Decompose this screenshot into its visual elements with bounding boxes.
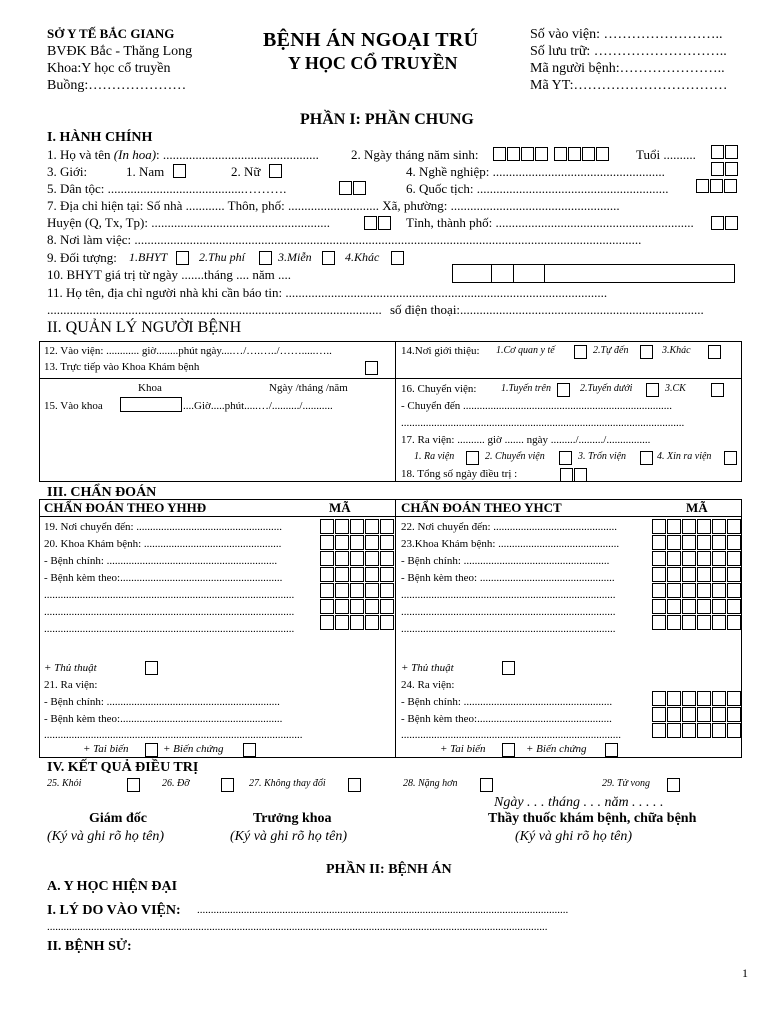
main-disease-field[interactable]: - Bệnh chính: .............................................................. [44,555,278,567]
yhct-discharge-code-grid[interactable] [652,691,742,739]
payer-other-checkbox[interactable] [391,249,404,265]
discharge-diagnosis-line[interactable]: .............................................................................................. [44,729,303,741]
total-days-label: 18. Tổng số ngày điều trị : [401,468,518,480]
ethnicity-field[interactable]: 5. Dân tộc: ..........................................………. [47,181,287,196]
yhct-comorbidity-field[interactable]: - Bệnh kèm theo: ................................................. [401,572,615,584]
health-code[interactable]: Mã YT:…………………………… [530,78,728,93]
referral-self-label: 2.Tự đến [593,345,629,356]
complication-label: + Biến chứng [163,743,224,755]
diagnosis-section-title: III. CHẨN ĐOÁN [47,485,157,500]
payer-bhyt-checkbox[interactable] [176,249,189,265]
diagnosis-line[interactable]: ........................................................................................... [44,623,295,635]
admission-reason-field[interactable]: ....................................................................................................................................... [197,904,569,916]
org-name: SỞ Y TẾ BẮC GIANG [47,26,175,41]
direct-admission-label: 13. Trực tiếp vào Khoa Khám bệnh [44,361,200,373]
yhct-accident-checkbox[interactable] [502,741,515,757]
gender-female-checkbox[interactable] [269,162,282,178]
department[interactable]: Khoa:Y học cổ truyền [47,61,171,76]
transfer-lower-checkbox[interactable] [646,381,659,397]
dept-column-header: Khoa [138,382,162,394]
result-worse-checkbox[interactable] [480,776,493,792]
transfer-lower-label: 2.Tuyến dưới [580,383,633,394]
yhct-diagnosis-line[interactable]: .............................................................................. [401,623,616,635]
discharge-escape-label: 3. Trốn viện [578,451,627,462]
province-field[interactable]: Tỉnh, thành phố: ............................................................. [406,215,694,230]
complication-checkbox[interactable] [243,741,256,757]
full-name-label: 1. Họ và tên [47,147,114,162]
phone-number-field[interactable]: số điện thoại:........................................................................... [390,302,704,317]
document-subtitle: Y HỌC CỔ TRUYỀN [288,53,458,73]
room[interactable]: Buồng:………………… [47,78,187,93]
direct-admission-checkbox[interactable] [365,359,378,375]
result-unchanged-checkbox[interactable] [348,776,361,792]
workplace-field[interactable]: 8. Nơi làm việc: ............................................................................................................................................................ [47,232,642,247]
traditional-code-grid[interactable] [652,519,742,631]
result-unchanged-label: 27. Không thay đổi [249,778,326,789]
discharge-transfer-label: 2. Chuyển viện [485,451,545,462]
director-signature-title: Giám đốc [89,811,147,826]
yhct-exam-dept-field[interactable]: 23.Khoa Khám bệnh: ............................................ [401,538,620,550]
gender-male-checkbox[interactable] [173,162,186,178]
occupation-boxes[interactable] [711,160,739,176]
age-label: Tuổi .......... [636,147,696,162]
head-of-dept-signature-title: Trưởng khoa [253,811,332,826]
transfer-ck-label: 3.CK [665,383,686,394]
management-section-title: II. QUẢN LÝ NGƯỜI BỆNH [47,319,242,336]
birthdate-boxes[interactable] [493,145,610,161]
yhct-accident-label: + Tai biến [440,743,486,755]
gender-label: 3. Giới: [47,164,88,179]
admin-section-title: I. HÀNH CHÍNH [47,130,153,145]
result-improved-label: 26. Đỡ [162,778,190,789]
discharge-comorbidity-field[interactable]: - Bệnh kèm theo:........................................................... [44,713,283,725]
modern-diagnosis-header: CHẨN ĐOÁN THEO YHHĐ [44,500,207,515]
yhct-diagnosis-line[interactable]: .............................................................................. [401,589,616,601]
payer-fee-checkbox[interactable] [259,249,272,265]
modern-code-grid[interactable] [320,519,395,631]
payer-other-label: 4.Khác [345,250,380,264]
district-field[interactable]: Huyện (Q, Tx, Tp): ....................................................... [47,215,330,230]
admission-number[interactable]: Số vào viện: …………………….. [530,27,723,42]
result-cured-label: 25. Khỏi [47,778,82,789]
enter-dept-label: 15. Vào khoa [44,400,103,412]
admission-reason-label: I. LÝ DO VÀO VIỆN: [47,903,181,918]
referral-medical-checkbox[interactable] [574,343,587,359]
part2-title: PHẦN II: BỆNH ÁN [326,862,452,877]
occupation-field[interactable]: 4. Nghề nghiệp: ..................................................... [406,164,665,179]
complication-accident-checkbox[interactable] [145,741,158,757]
director-sign-note: (Ký và ghi rõ họ tên) [47,829,165,844]
enter-dept-input[interactable] [120,397,182,412]
nationality-boxes[interactable] [696,177,738,193]
result-cured-checkbox[interactable] [127,776,140,792]
transfer-to-field[interactable]: - Chuyển đến ............................................................................ [401,400,673,412]
discharge-diagnosis-label: 21. Ra viện: [44,679,98,691]
full-name-hint: (In hoa) [113,147,157,162]
district-boxes[interactable] [364,214,392,230]
payer-exempt-checkbox[interactable] [322,249,335,265]
physician-signature-title: Thầy thuốc khám bệnh, chữa bệnh [488,811,697,826]
referred-to-field[interactable]: 19. Nơi chuyển đến: ..................................................... [44,521,283,533]
traditional-diagnosis-header: CHẨN ĐOÁN THEO YHCT [401,500,562,515]
yhct-discharge-label: 24. Ra viện: [401,679,455,691]
result-death-checkbox[interactable] [667,776,680,792]
hospital-name: BVĐK Bắc - Thăng Long [47,44,193,59]
relative-info-continue[interactable]: ....................................................................................................... [47,302,382,317]
discharge-normal-checkbox[interactable] [466,449,479,465]
complication-accident-label: + Tai biến [83,743,129,755]
insurance-card-number-box[interactable] [452,264,735,283]
admission-reason-continue[interactable]: ...................................................................................................................................................................................... [47,921,548,933]
yhct-main-disease-field[interactable]: - Bệnh chính: ..................................................... [401,555,610,567]
payer-type-label: 9. Đối tượng: [47,250,117,265]
nationality-field[interactable]: 6. Quốc tịch: ........................................................... [406,181,669,196]
insurance-validity-field[interactable]: 10. BHYT giá trị từ ngày .......tháng .... năm .... [47,267,292,282]
discharge-transfer-checkbox[interactable] [559,449,572,465]
yhct-complication-checkbox[interactable] [605,741,618,757]
discharge-normal-label: 1. Ra viện [414,451,455,462]
referral-other-checkbox[interactable] [708,343,721,359]
procedure-checkbox[interactable] [145,659,158,675]
physician-sign-note: (Ký và ghi rõ họ tên) [515,829,633,844]
modern-code-header: MÃ [329,500,351,515]
payer-exempt-label: 3.Miễn [278,250,312,264]
address-field[interactable]: 7. Địa chỉ hiện tại: Số nhà ............ Thôn, phố: ............................ Xã, phường: .................................................... [47,198,620,213]
gender-male-label: 1. Nam [126,164,165,179]
document-title: BỆNH ÁN NGOẠI TRÚ [263,29,479,51]
referral-other-label: 3.Khác [662,345,691,356]
yhct-discharge-comorbidity-field[interactable]: - Bệnh kèm theo:................................................. [401,713,612,725]
admission-time-field[interactable]: 12. Vào viện: ............ giờ........phút ngày....…/….…../…….....….. [44,345,332,357]
yhct-discharge-line[interactable]: ................................................................................ [401,729,621,741]
storage-number[interactable]: Số lưu trữ: ……………………….. [530,44,727,59]
referral-medical-label: 1.Cơ quan y tế [496,345,555,356]
comorbidity-field[interactable]: - Bệnh kèm theo:........................................................... [44,572,283,584]
payer-fee-label: 2.Thu phí [199,250,246,264]
payer-bhyt-label: 1.BHYT [129,250,168,264]
relative-info-field[interactable]: 11. Họ tên, địa chỉ người nhà khi cần báo tin: ................................................................................................... [47,285,608,300]
transfer-upper-checkbox[interactable] [557,381,570,397]
yhct-procedure-checkbox[interactable] [502,659,515,675]
page-number: 1 [742,966,748,980]
date-column-header: Ngày /tháng /năm [269,382,348,394]
yhct-referred-to-field[interactable]: 22. Nơi chuyển đến: ............................................. [401,521,618,533]
result-section-title: IV. KẾT QUẢ ĐIỀU TRỊ [47,760,199,775]
result-worse-label: 28. Nặng hơn [403,778,458,789]
modern-medicine-title: A. Y HỌC HIỆN ĐẠI [47,879,178,894]
part1-title: PHẦN I: PHẦN CHUNG [300,111,474,128]
yhct-diagnosis-line[interactable]: .............................................................................. [401,606,616,618]
transfer-to-continue[interactable]: ....................................................................................................... [401,417,685,429]
traditional-code-header: MÃ [686,500,708,515]
age-boxes[interactable] [711,143,739,159]
diagnosis-line[interactable]: ........................................................................................... [44,606,295,618]
discharge-request-label: 4. Xin ra viện [657,451,712,462]
procedure-label: + Thủ thuật [44,662,97,674]
discharge-escape-checkbox[interactable] [640,449,653,465]
result-death-label: 29. Tử vong [602,778,650,789]
ethnicity-boxes[interactable] [339,179,367,195]
yhct-procedure-label: + Thủ thuật [401,662,454,674]
patient-code[interactable]: Mã người bệnh:………………….. [530,61,725,76]
transfer-ck-checkbox[interactable] [711,381,724,397]
birthdate-label: 2. Ngày tháng năm sinh: [351,147,479,162]
history-label: II. BỆNH SỬ: [47,939,132,954]
transfer-label: 16. Chuyển viện: [401,383,477,395]
yhct-complication-label: + Biến chứng [526,743,587,755]
gender-female-label: 2. Nữ [231,164,261,179]
yhct-discharge-main-field[interactable]: - Bệnh chính: ...................................................... [401,696,613,708]
transfer-upper-label: 1.Tuyến trên [501,383,551,394]
result-improved-checkbox[interactable] [221,776,234,792]
discharge-request-checkbox[interactable] [724,449,737,465]
exam-dept-field[interactable]: 20. Khoa Khám bệnh: .................................................. [44,538,282,550]
discharge-main-disease-field[interactable]: - Bệnh chính: ............................................................... [44,696,280,708]
referral-label: 14.Nơi giới thiệu: [401,345,480,357]
full-name-field[interactable] [47,147,319,163]
signature-date[interactable]: Ngày . . . tháng . . . năm . . . . . [494,795,664,810]
province-boxes[interactable] [711,214,739,230]
referral-self-checkbox[interactable] [640,343,653,359]
discharge-time-field[interactable]: 17. Ra viện: .......... giờ ....... ngày ........./........./................ [401,434,651,446]
diagnosis-line[interactable]: ........................................................................................... [44,589,295,601]
enter-dept-time[interactable]: ....Giờ.....phút.....…/........../........... [183,400,333,412]
head-of-dept-sign-note: (Ký và ghi rõ họ tên) [230,829,348,844]
full-name-dots: : ................................................ [156,147,319,162]
total-days-boxes[interactable] [560,466,588,482]
